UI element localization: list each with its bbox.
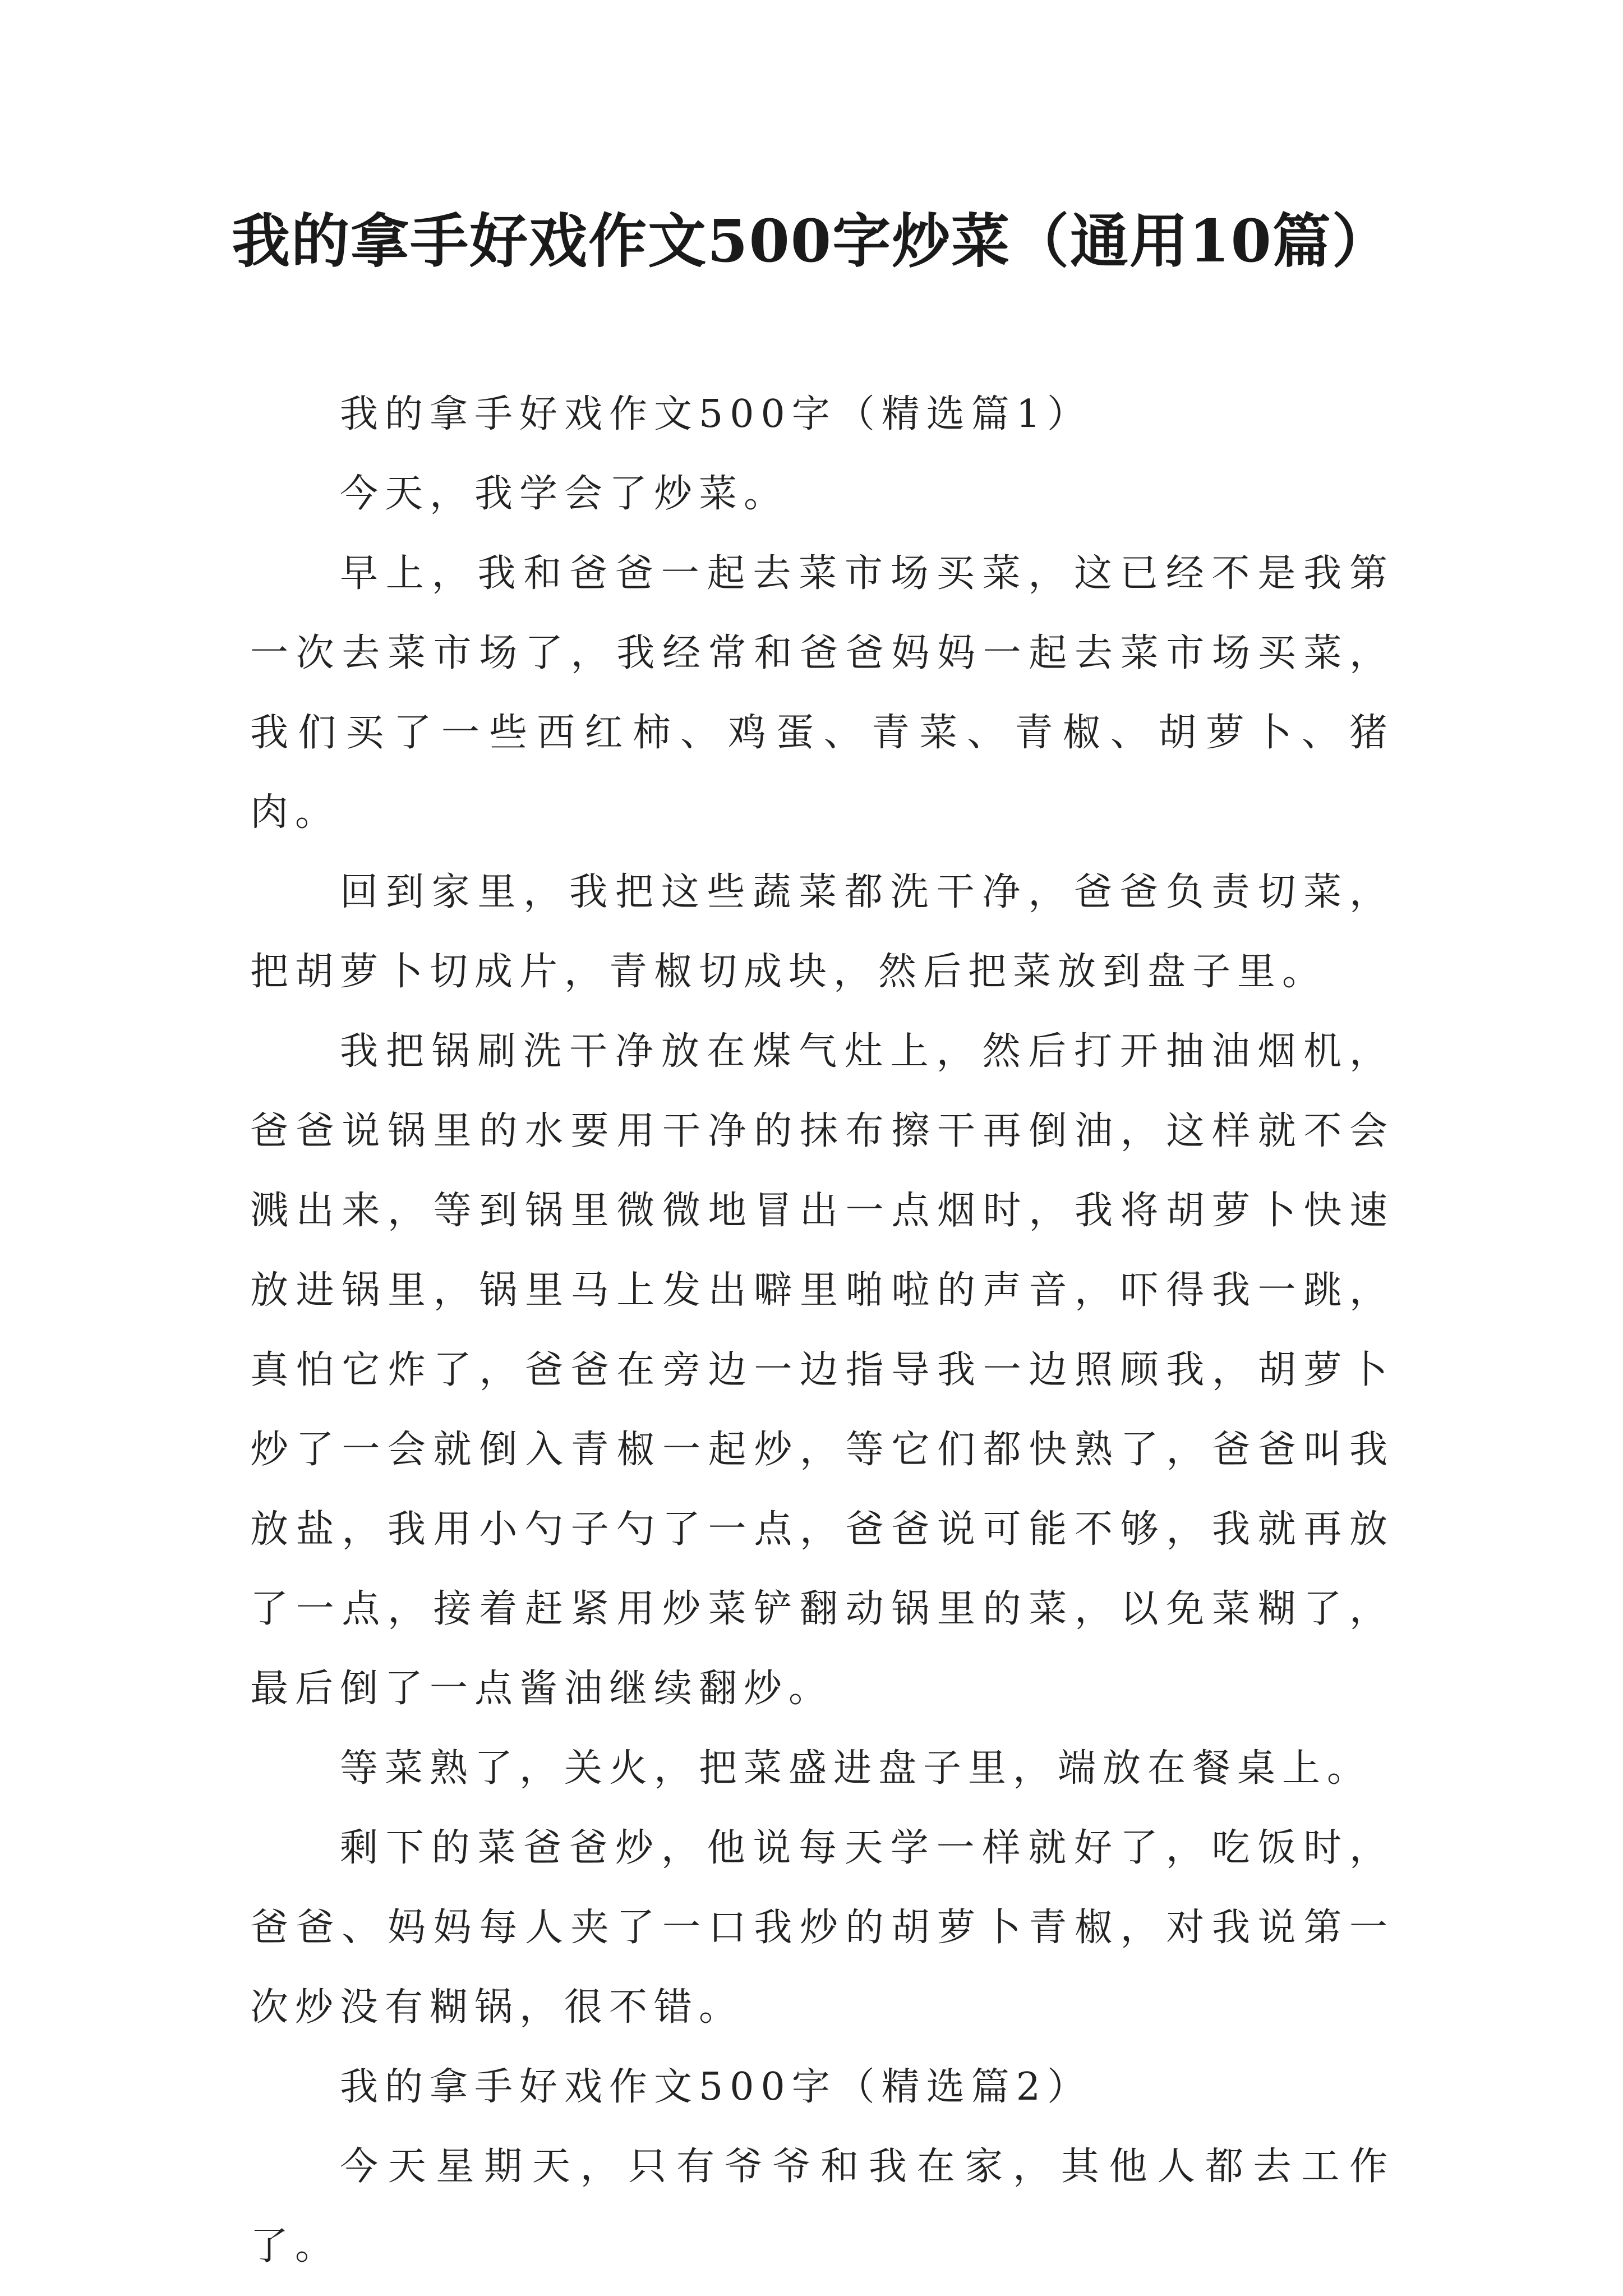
paragraph: 我把锅刷洗干净放在煤气灶上，然后打开抽油烟机，爸爸说锅里的水要用干净的抹布擦干再倒油，这样就不会溅出来，等到锅里微微地冒出一点烟时，我将胡萝卜快速放进锅里，锅里马上发出噼里啪啦的声音，吓得我一跳，真怕它炸了，爸爸在旁边一边指导我一边照顾我，胡萝卜炒了一会就倒入青椒一起炒，等它们都快熟了，爸爸叫我放盐，我用小勺子勺了一点，爸爸说可能不够，我就再放了一点，接着赶紧用炒菜铲翻动锅里的菜，以免菜糊了，最后倒了一点酱油继续翻炒。 — [250, 1029, 1394, 1711]
paragraph: 今天星期天，只有爷爷和我在家，其他人都去工作了。 — [250, 2145, 1394, 2269]
section-heading: 我的拿手好戏作文500字（精选篇2） — [340, 2065, 1092, 2109]
paragraph: 等菜熟了，关火，把菜盛进盘子里，端放在餐桌上。 — [340, 1746, 1372, 1791]
paragraph: 今天，我学会了炒菜。 — [340, 472, 789, 516]
paragraph: 回到家里，我把这些蔬菜都洗干净，爸爸负责切菜，把胡萝卜切成片，青椒切成块，然后把菜放到盘子里。 — [250, 870, 1394, 994]
section-heading: 我的拿手好戏作文500字（精选篇1） — [340, 392, 1092, 436]
paragraph: 早上，我和爸爸一起去菜市场买菜，这已经不是我第一次去菜市场了，我经常和爸爸妈妈一起去菜市场买菜，我们买了一些西红柿、鸡蛋、青菜、青椒、胡萝卜、猪肉。 — [250, 551, 1394, 835]
document-body — [250, 375, 1394, 2286]
document-title: 我的拿手好戏作文500字炒菜（通用10篇） — [232, 206, 1391, 275]
paragraph: 剩下的菜爸爸炒，他说每天学一样就好了，吃饭时，爸爸、妈妈每人夹了一口我炒的胡萝卜青椒，对我说第一次炒没有糊锅，很不错。 — [250, 1826, 1394, 2030]
